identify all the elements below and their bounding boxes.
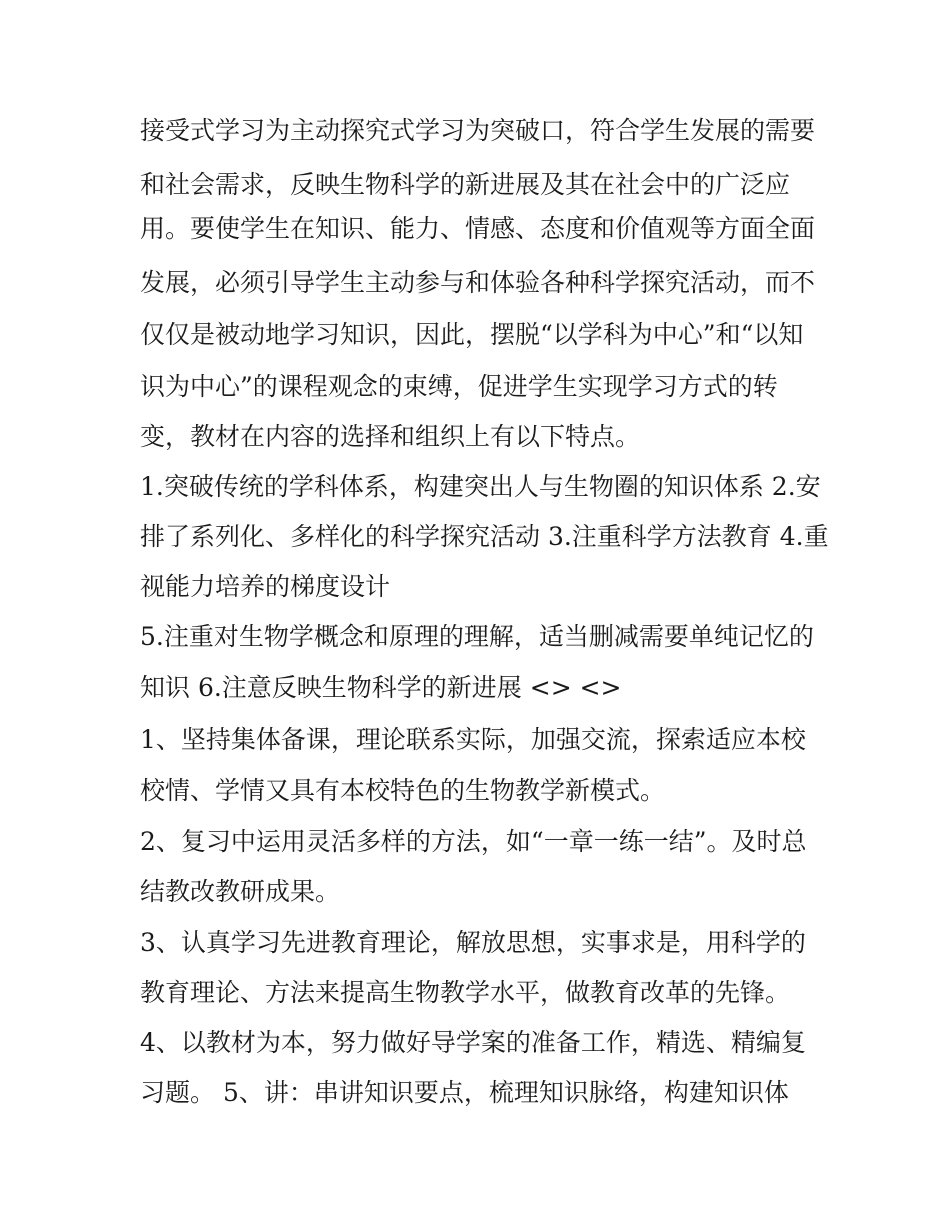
text-line: 排了系列化、多样化的科学探究活动 3.注重科学方法教育 4.重	[140, 522, 829, 551]
text-line: 知识 6.注意反映生物科学的新进展 <> <>	[140, 673, 622, 702]
text-line: 习题。 5、讲：串讲知识要点，梳理知识脉络，构建知识体	[140, 1078, 789, 1107]
text-line: 发展，必须引导学生主动参与和体验各种科学探究活动，而不	[140, 268, 816, 297]
text-line: 和社会需求，反映生物科学的新进展及其在社会中的广泛应	[140, 170, 791, 199]
text-line: 视能力培养的梯度设计	[140, 572, 391, 601]
text-line: 5.注重对生物学概念和原理的理解，适当删减需要单纯记忆的	[140, 622, 814, 651]
text-line: 1.突破传统的学科体系，构建突出人与生物圈的知识体系 2.安	[140, 472, 821, 501]
text-line: 教育理论、方法来提高生物教学水平，做教育改革的先锋。	[140, 978, 791, 1007]
text-line: 1、坚持集体备课，理论联系实际，加强交流，探索适应本校	[140, 725, 806, 754]
text-line: 识为中心”的课程观念的束缚，促进学生实现学习方式的转	[140, 372, 778, 401]
text-line: 变，教材在内容的选择和组织上有以下特点。	[140, 422, 641, 451]
text-line: 2、复习中运用灵活多样的方法，如“一章一练一结”。及时总	[140, 827, 807, 856]
text-line: 用。要使学生在知识、能力、情感、态度和价值观等方面全面	[140, 214, 816, 243]
text-line: 仅仅是被动地学习知识，因此，摆脱“以学科为中心”和“以知	[140, 320, 804, 349]
text-line: 校情、学情又具有本校特色的生物教学新模式。	[140, 776, 666, 805]
text-line: 4、以教材为本，努力做好导学案的准备工作，精选、精编复	[140, 1028, 806, 1057]
text-line: 结教改教研成果。	[140, 877, 341, 906]
text-line: 接受式学习为主动探究式学习为突破口，符合学生发展的需要	[140, 116, 816, 145]
text-line: 3、认真学习先进教育理论，解放思想，实事求是，用科学的	[140, 928, 806, 957]
